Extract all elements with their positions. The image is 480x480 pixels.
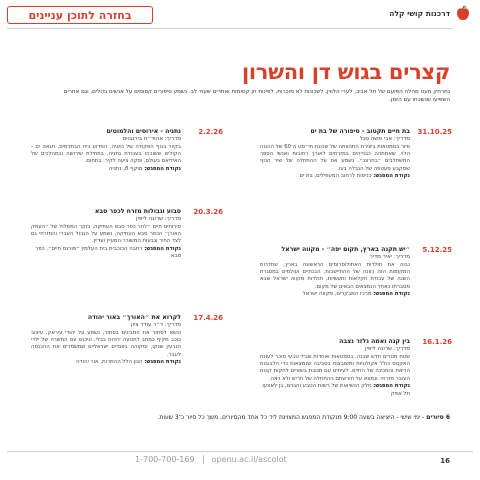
course-date: 5.12.25 — [422, 246, 452, 254]
course-date: 16.1.26 — [422, 338, 452, 346]
section-label: דרכנות קושי קלה — [389, 9, 450, 18]
course-entry — [31, 128, 221, 198]
back-to-contents-label: בחזרה לתוכן עניינים — [28, 8, 132, 22]
course-guide: מדריך: ד״ר עודד ציון — [130, 322, 181, 328]
course-guide: מדריך: שרונה ליפין — [365, 346, 410, 352]
tours-footnote — [157, 414, 450, 421]
course-date: 31.10.25 — [417, 128, 452, 136]
courses-column-left — [31, 128, 221, 377]
course-description: בקיור בנוף הפקודה של נתניה, המדוע כיח הבתדמים, תגאה ים - הקולים ששוכהו בעבודת נתניה, בתחילת שירושה ובמהלכים של האידיאם בעולם, וסקה ציעה לקיר. בתחום. — [31, 143, 181, 165]
footer-divider — [7, 451, 473, 452]
tours-details: - ימי שישי - היציאה בשעה 9:00 מנקודת המפגש המצוינת ליד כל אחד מהסיורים. משך כל סיור כ־3 שעות. — [157, 414, 427, 421]
course-date: 20.3.26 — [193, 208, 223, 216]
course-meeting-point: נקודת המפגש: מוקף 8, נתניה — [108, 165, 181, 172]
course-title: לקרוא את ״האורך״ באור יהודה — [87, 314, 181, 321]
course-description: ננשא לסתור את המבינים בסתור, נשמע על יהודי עיראק, עיצוב כוכב מקיף כמחב לתנועה יהדות בבלי, וניכנס עם המשרה של ילדי הגרעין שנקו, ומקוהה בפגדים ישראליים שמשמרים את ההכנסה לעבר. — [31, 329, 181, 358]
page-number: 16 — [440, 457, 450, 465]
course-entry — [31, 314, 221, 367]
course-guide: מדריך: אבי משה סגל — [359, 136, 410, 142]
website-link[interactable]: openu.ac.il/ascolot — [211, 455, 287, 464]
course-entry — [31, 208, 221, 304]
footer-separator — [203, 455, 204, 464]
course-title: נתניה - אירוסים והלמוטים — [106, 128, 181, 135]
course-meeting-point: נקודת המפגש: מרכז המבקרים, מקווה ישראל — [302, 291, 410, 298]
course-description: נבוה את תולדות האתולוסרומים הראשונה בארץ, שחדרות המקומות הזה כוונה של ההתיישבות, הבנתיים ועולמים במסגרת השנה של עבודת חקלאות ותעשיות, תולדות מקווה ישראל שבא מסברתו כאחד הנמצאים הבאים של מקום. — [260, 261, 410, 290]
course-title: בין קנה ואמה גלזר נצבה — [339, 338, 410, 345]
back-to-contents-button[interactable] — [7, 6, 153, 24]
course-title: בת חיים תקטוב - סיפורה של בת ים — [310, 128, 410, 135]
course-guide: מדריך: אהוד״ח בירנבוים — [122, 136, 181, 142]
phone-number[interactable]: 1-700-700-169 — [135, 455, 195, 464]
course-entry — [260, 246, 450, 328]
header-divider — [7, 28, 452, 29]
top-bar — [0, 0, 480, 32]
course-date: 17.4.26 — [193, 314, 223, 322]
courses-column-right — [260, 128, 450, 408]
course-meeting-point: נקודת המפגש: חלק הנשיאות של רשות הטבע והגנים, בן לאצעו תל אפק — [262, 383, 410, 397]
course-meeting-point: נקודת המפגש: כניסות לרחוב המעפילים, בת ים — [299, 173, 410, 180]
page-title: קצרים בגוש דן והשרון — [241, 60, 450, 84]
course-entry — [260, 338, 450, 398]
intro-paragraph: נתרחק מעט מהלה הפועם של תל אביב, לערי הלווין, לשכונות לא מוכרות, לפינות חן קסומות ואתרים שעוד לב. נשמע סיפורים קסומים על אנשים גדולים, וגם אחרים השפיעו שנשכחו עם הזמן. — [63, 89, 450, 103]
course-description: שטח מטרים חדש שבנה, בסמטאות ואחדות שביל טבעי מוכר לעונת האקנוס כולל אקולוגיות ומשובצות בסביבה שנמצאות כדי הלבובות הריאת והמכינה של החיים. לעיתים עם תנובת בשאיים לחקות קבות העובר מזרחי. ונמצא על חורשתם ההתחלה של חריש ולא ראה. — [260, 353, 410, 382]
course-guide: מדריך: שרונה ליפין — [136, 216, 181, 222]
course-description: סירותים חיים ״לחר כפר סבא העתיקה, בוקר המסלול של ״העמק האורן״ הכפר סבא העתיקה, נשמע על הגבול העברי והמזרחי גם לצד החיר וגבעות המשורר המעיין ועדיין. — [31, 223, 181, 245]
course-meeting-point: נקודת המפגש: רחבה הכוכבית בית העלמין ״פורנס חיים״, כפר סבא — [35, 245, 181, 260]
course-guide: מדריך: יאיר מדיר — [369, 254, 410, 260]
course-title: סבוע וגבולות מזרח לכפר סבא — [94, 208, 181, 215]
tours-count: 6 סיורים — [426, 414, 450, 421]
course-meeting-point: נקודת המפגש: הגון הלל ההתרות, אור יהודה — [76, 359, 181, 366]
course-date: 2.2.26 — [198, 128, 223, 136]
course-description: סיור בסמטאות ביצירת התהוותה של שכונת תי״סט ה־60 של ההוגה הלוי, שאמתהה כבנייהים במזרחים לאורך רחובות ואנשי הספר המשתלבים ״בחרצנ״. נשמע את על ההתחלה של שיר הנוף שמקבע מעטפה של הגבלה בעו. — [260, 143, 410, 172]
apple-icon — [456, 5, 470, 21]
course-title: ״יש תקנה בארץ, תקום יפה״ - מקווה ישראל — [281, 246, 410, 253]
footer-contact — [135, 455, 287, 464]
course-entry — [260, 128, 450, 236]
